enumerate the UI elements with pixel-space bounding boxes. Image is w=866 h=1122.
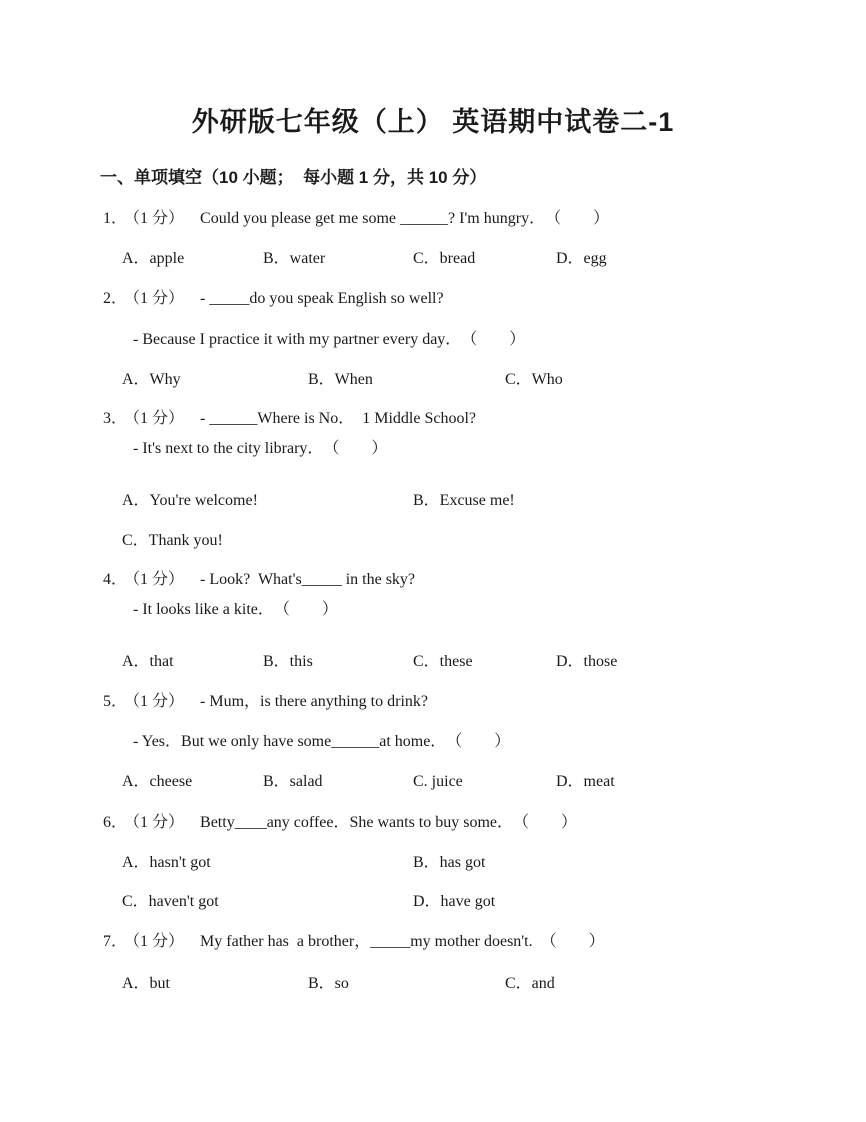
question-7-option-a: A．but <box>122 975 171 992</box>
section-header: 一、单项填空（10 小题； 每小题 1 分，共 10 分） <box>100 168 487 187</box>
question-1-option-a: A．apple <box>122 250 185 267</box>
question-1-number: 1． <box>103 210 128 227</box>
question-3-line <box>103 408 476 430</box>
question-3-options-row-1 <box>103 490 866 512</box>
question-5-number: 5． <box>103 693 128 710</box>
question-6-line <box>103 812 577 834</box>
question-3-number: 3． <box>103 410 128 427</box>
question-7-line <box>103 931 605 953</box>
question-7-score: （1 分） <box>132 933 185 950</box>
question-6-option-d: D．have got <box>413 893 496 910</box>
question-5-option-b: B．salad <box>263 773 323 790</box>
question-3-score: （1 分） <box>132 410 185 427</box>
question-6-options-row-2 <box>103 891 866 913</box>
question-3-option-c: C．Thank you! <box>122 532 223 549</box>
question-6-score: （1 分） <box>132 814 185 831</box>
question-2-option-b: B．When <box>308 371 373 388</box>
question-4-options-row <box>103 651 866 673</box>
question-6-option-a: A．hasn't got <box>122 854 211 871</box>
question-4-option-c: C．these <box>413 653 473 670</box>
question-3-continuation: - It's next to the city library． （ ） <box>133 440 388 457</box>
question-4-option-d: D．those <box>556 653 618 670</box>
question-5-line <box>103 691 428 713</box>
question-3-options-row-2 <box>103 530 866 552</box>
question-6-text: Betty____any coffee．She wants to buy some． （ ） <box>200 814 578 831</box>
question-6-number: 6． <box>103 814 128 831</box>
question-5-option-a: A．cheese <box>122 773 193 790</box>
question-5-score: （1 分） <box>132 693 185 710</box>
question-3-option-b: B．Excuse me! <box>413 492 515 509</box>
question-4-text: - Look? What's_____ in the sky? <box>200 571 416 588</box>
question-4-score: （1 分） <box>132 571 185 588</box>
question-7-option-c: C．and <box>505 975 555 992</box>
question-5-options-row <box>103 771 866 793</box>
question-5-continuation: - Yes．But we only have some______at home． （ ） <box>133 733 511 750</box>
question-1-line <box>103 208 609 230</box>
question-1-option-d: D．egg <box>556 250 607 267</box>
question-7-text: My father has a brother，_____my mother doesn't. （ ） <box>200 933 605 950</box>
question-2-option-a: A．Why <box>122 371 181 388</box>
question-2-line <box>103 288 444 310</box>
page-title: 外研版七年级（上） 英语期中试卷二-1 <box>191 107 675 137</box>
question-7-number: 7． <box>103 933 128 950</box>
question-2-number: 2． <box>103 290 128 307</box>
question-5-option-c: C. juice <box>413 773 463 790</box>
question-3-text: - ______Where is No． 1 Middle School? <box>200 410 476 427</box>
question-2-continuation: - Because I practice it with my partner every day． （ ） <box>133 331 526 348</box>
question-1-option-c: C．bread <box>413 250 476 267</box>
question-5-text: - Mum，is there anything to drink? <box>200 693 428 710</box>
question-7-option-b: B．so <box>308 975 349 992</box>
question-5-option-d: D．meat <box>556 773 615 790</box>
question-1-option-b: B．water <box>263 250 326 267</box>
question-2-options-row <box>103 369 866 391</box>
question-6-options-row-1 <box>103 852 866 874</box>
question-3-option-a: A．You're welcome! <box>122 492 258 509</box>
question-6-option-c: C．haven't got <box>122 893 219 910</box>
question-4-continuation: - It looks like a kite． （ ） <box>133 601 338 618</box>
question-4-option-a: A．that <box>122 653 174 670</box>
question-4-option-b: B．this <box>263 653 313 670</box>
question-2-text: - _____do you speak English so well? <box>200 290 444 307</box>
question-1-text: Could you please get me some ______? I'm hungry． （ ） <box>200 210 610 227</box>
question-4-number: 4． <box>103 571 128 588</box>
question-2-option-c: C．Who <box>505 371 563 388</box>
question-2-score: （1 分） <box>132 290 185 307</box>
question-6-option-b: B．has got <box>413 854 486 871</box>
question-4-line <box>103 569 415 591</box>
question-1-options-row <box>103 248 866 270</box>
question-7-options-row <box>103 973 866 995</box>
question-1-score: （1 分） <box>132 210 185 227</box>
